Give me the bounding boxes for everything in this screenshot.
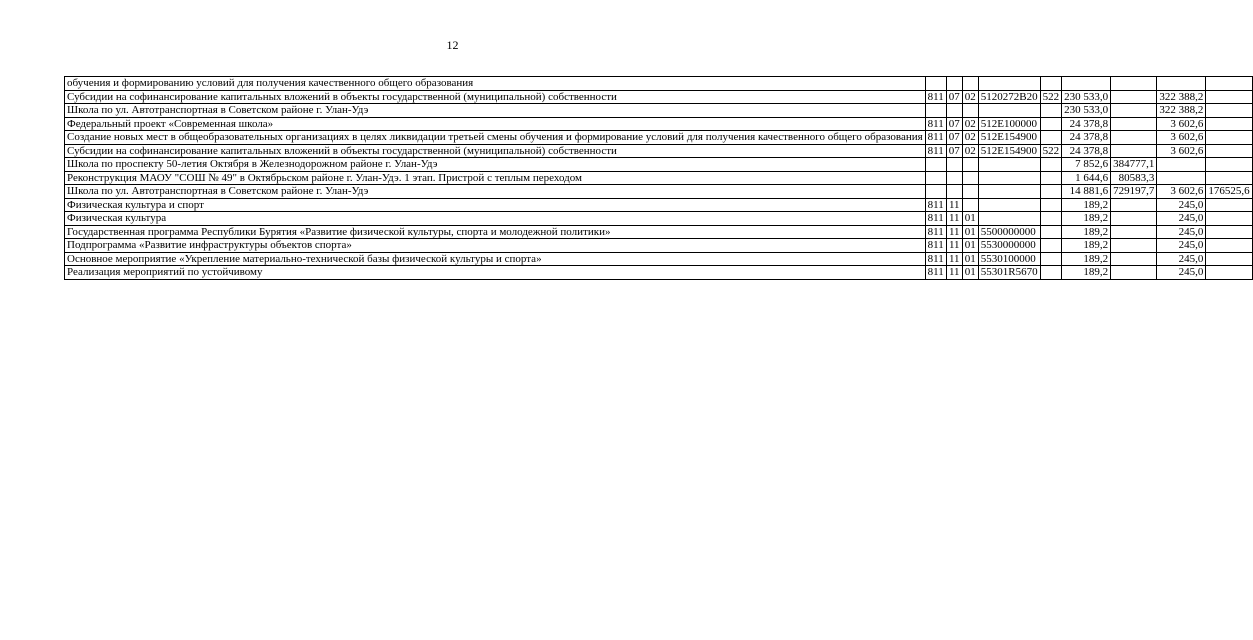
amount-cell-4 (1206, 158, 1252, 172)
budget-table (64, 76, 1253, 280)
page-number: 12 (446, 38, 459, 52)
amount-cell-1: 189,2 (1062, 252, 1111, 266)
expense-type-cell (1040, 198, 1062, 212)
section-code-cell: 11 (946, 239, 962, 253)
amount-cell-1: 230 533,0 (1062, 90, 1111, 104)
expense-type-cell (1040, 104, 1062, 118)
target-article-cell (978, 198, 1040, 212)
budget-table-body (65, 77, 1253, 280)
amount-cell-4 (1206, 225, 1252, 239)
amount-cell-1: 14 881,6 (1062, 185, 1111, 199)
section-code-cell (946, 77, 962, 91)
grbs-code-cell: 811 (925, 144, 946, 158)
grbs-code-cell: 811 (925, 266, 946, 280)
section-code-cell (946, 158, 962, 172)
amount-cell-2 (1111, 104, 1157, 118)
table-row (65, 239, 1253, 253)
subsection-code-cell: 01 (962, 212, 978, 226)
section-code-cell: 07 (946, 131, 962, 145)
amount-cell-1: 189,2 (1062, 198, 1111, 212)
row-description: Государственная программа Республики Бурятия «Развитие физической культуры, спорта и молодежной политики» (65, 225, 926, 239)
amount-cell-1: 189,2 (1062, 225, 1111, 239)
grbs-code-cell (925, 104, 946, 118)
section-code-cell (946, 104, 962, 118)
target-article-cell (978, 171, 1040, 185)
grbs-code-cell: 811 (925, 90, 946, 104)
table-row (65, 77, 1253, 91)
target-article-cell (978, 104, 1040, 118)
subsection-code-cell (962, 77, 978, 91)
expense-type-cell (1040, 171, 1062, 185)
expense-type-cell (1040, 212, 1062, 226)
expense-type-cell (1040, 158, 1062, 172)
amount-cell-1: 24 378,8 (1062, 131, 1111, 145)
grbs-code-cell: 811 (925, 131, 946, 145)
target-article-cell: 512E154900 (978, 144, 1040, 158)
section-code-cell (946, 171, 962, 185)
row-description: Федеральный проект «Современная школа» (65, 117, 926, 131)
table-row (65, 212, 1253, 226)
table-row (65, 158, 1253, 172)
amount-cell-3 (1157, 171, 1206, 185)
amount-cell-3 (1157, 158, 1206, 172)
target-article-cell (978, 77, 1040, 91)
grbs-code-cell: 811 (925, 239, 946, 253)
amount-cell-2: 384777,1 (1111, 158, 1157, 172)
target-article-cell (978, 212, 1040, 226)
subsection-code-cell: 02 (962, 144, 978, 158)
table-row (65, 117, 1253, 131)
row-description: Подпрограмма «Развитие инфраструктуры объектов спорта» (65, 239, 926, 253)
grbs-code-cell: 811 (925, 225, 946, 239)
amount-cell-3: 3 602,6 (1157, 185, 1206, 199)
row-description: Физическая культура и спорт (65, 198, 926, 212)
amount-cell-1 (1062, 77, 1111, 91)
amount-cell-2: 729197,7 (1111, 185, 1157, 199)
amount-cell-3: 245,0 (1157, 266, 1206, 280)
amount-cell-2 (1111, 252, 1157, 266)
target-article-cell: 5500000000 (978, 225, 1040, 239)
amount-cell-4 (1206, 144, 1252, 158)
amount-cell-2 (1111, 212, 1157, 226)
amount-cell-4 (1206, 117, 1252, 131)
amount-cell-3: 245,0 (1157, 212, 1206, 226)
amount-cell-1: 7 852,6 (1062, 158, 1111, 172)
row-description: Физическая культура (65, 212, 926, 226)
table-row (65, 131, 1253, 145)
expense-type-cell: 522 (1040, 90, 1062, 104)
row-description: Основное мероприятие «Укрепление материально-технической базы физической культуры и спорта» (65, 252, 926, 266)
expense-type-cell: 522 (1040, 144, 1062, 158)
subsection-code-cell (962, 185, 978, 199)
subsection-code-cell (962, 198, 978, 212)
amount-cell-4 (1206, 252, 1252, 266)
row-description: Школа по ул. Автотранспортная в Советском районе г. Улан-Удэ (65, 185, 926, 199)
section-code-cell: 07 (946, 117, 962, 131)
table-row (65, 171, 1253, 185)
amount-cell-1: 24 378,8 (1062, 144, 1111, 158)
subsection-code-cell (962, 171, 978, 185)
expense-type-cell (1040, 239, 1062, 253)
expense-type-cell (1040, 131, 1062, 145)
subsection-code-cell: 01 (962, 225, 978, 239)
amount-cell-2 (1111, 117, 1157, 131)
section-code-cell: 11 (946, 198, 962, 212)
table-row (65, 266, 1253, 280)
amount-cell-1: 189,2 (1062, 212, 1111, 226)
subsection-code-cell: 02 (962, 117, 978, 131)
target-article-cell (978, 158, 1040, 172)
row-description: Реализация мероприятий по устойчивому (65, 266, 926, 280)
grbs-code-cell (925, 77, 946, 91)
grbs-code-cell (925, 158, 946, 172)
amount-cell-4 (1206, 239, 1252, 253)
amount-cell-1: 24 378,8 (1062, 117, 1111, 131)
expense-type-cell (1040, 225, 1062, 239)
grbs-code-cell: 811 (925, 212, 946, 226)
amount-cell-4: 176525,6 (1206, 185, 1252, 199)
amount-cell-3: 245,0 (1157, 198, 1206, 212)
target-article-cell (978, 185, 1040, 199)
amount-cell-2 (1111, 225, 1157, 239)
amount-cell-3: 245,0 (1157, 225, 1206, 239)
grbs-code-cell (925, 171, 946, 185)
subsection-code-cell (962, 104, 978, 118)
expense-type-cell (1040, 252, 1062, 266)
amount-cell-1: 1 644,6 (1062, 171, 1111, 185)
row-description: Субсидии на софинансирование капитальных вложений в объекты государственной (муниципальной) собственности (65, 144, 926, 158)
amount-cell-2 (1111, 131, 1157, 145)
grbs-code-cell: 811 (925, 117, 946, 131)
grbs-code-cell: 811 (925, 198, 946, 212)
table-row (65, 198, 1253, 212)
amount-cell-3: 322 388,2 (1157, 90, 1206, 104)
amount-cell-4 (1206, 212, 1252, 226)
table-row (65, 90, 1253, 104)
expense-type-cell (1040, 117, 1062, 131)
amount-cell-3: 245,0 (1157, 252, 1206, 266)
grbs-code-cell (925, 185, 946, 199)
amount-cell-4 (1206, 266, 1252, 280)
target-article-cell: 5530000000 (978, 239, 1040, 253)
section-code-cell: 07 (946, 90, 962, 104)
target-article-cell: 512E154900 (978, 131, 1040, 145)
amount-cell-4 (1206, 90, 1252, 104)
amount-cell-3: 3 602,6 (1157, 144, 1206, 158)
table-row (65, 252, 1253, 266)
amount-cell-2: 80583,3 (1111, 171, 1157, 185)
section-code-cell: 11 (946, 252, 962, 266)
amount-cell-2 (1111, 77, 1157, 91)
grbs-code-cell: 811 (925, 252, 946, 266)
section-code-cell: 11 (946, 225, 962, 239)
row-description: Школа по ул. Автотранспортная в Советском районе г. Улан-Удэ (65, 104, 926, 118)
amount-cell-3: 322 388,2 (1157, 104, 1206, 118)
section-code-cell (946, 185, 962, 199)
amount-cell-1: 189,2 (1062, 266, 1111, 280)
amount-cell-2 (1111, 266, 1157, 280)
target-article-cell: 55301R5670 (978, 266, 1040, 280)
target-article-cell: 5530100000 (978, 252, 1040, 266)
amount-cell-1: 189,2 (1062, 239, 1111, 253)
amount-cell-3: 3 602,6 (1157, 117, 1206, 131)
row-description: обучения и формированию условий для получения качественного общего образования (65, 77, 926, 91)
target-article-cell: 512E100000 (978, 117, 1040, 131)
amount-cell-1: 230 533,0 (1062, 104, 1111, 118)
expense-type-cell (1040, 77, 1062, 91)
amount-cell-3 (1157, 77, 1206, 91)
section-code-cell: 11 (946, 212, 962, 226)
row-description: Реконструкция МАОУ "СОШ № 49" в Октябрьском районе г. Улан-Удэ. 1 этап. Пристрой с теплым переходом (65, 171, 926, 185)
table-row (65, 144, 1253, 158)
amount-cell-2 (1111, 144, 1157, 158)
amount-cell-2 (1111, 239, 1157, 253)
target-article-cell: 5120272B20 (978, 90, 1040, 104)
section-code-cell: 07 (946, 144, 962, 158)
table-row (65, 104, 1253, 118)
amount-cell-2 (1111, 198, 1157, 212)
subsection-code-cell: 01 (962, 239, 978, 253)
amount-cell-4 (1206, 198, 1252, 212)
amount-cell-3: 3 602,6 (1157, 131, 1206, 145)
subsection-code-cell: 02 (962, 90, 978, 104)
row-description: Школа по проспекту 50-летия Октября в Железнодорожном районе г. Улан-Удэ (65, 158, 926, 172)
expense-type-cell (1040, 266, 1062, 280)
expense-type-cell (1040, 185, 1062, 199)
table-row (65, 185, 1253, 199)
amount-cell-4 (1206, 77, 1252, 91)
amount-cell-3: 245,0 (1157, 239, 1206, 253)
amount-cell-2 (1111, 90, 1157, 104)
section-code-cell: 11 (946, 266, 962, 280)
row-description: Субсидии на софинансирование капитальных вложений в объекты государственной (муниципальной) собственности (65, 90, 926, 104)
subsection-code-cell: 01 (962, 266, 978, 280)
amount-cell-4 (1206, 171, 1252, 185)
subsection-code-cell: 02 (962, 131, 978, 145)
subsection-code-cell (962, 158, 978, 172)
amount-cell-4 (1206, 131, 1252, 145)
amount-cell-4 (1206, 104, 1252, 118)
subsection-code-cell: 01 (962, 252, 978, 266)
row-description: Создание новых мест в общеобразовательных организациях в целях ликвидации третьей смены обучения и формирование условий для получения качественного общего образования (65, 131, 926, 145)
table-row (65, 225, 1253, 239)
